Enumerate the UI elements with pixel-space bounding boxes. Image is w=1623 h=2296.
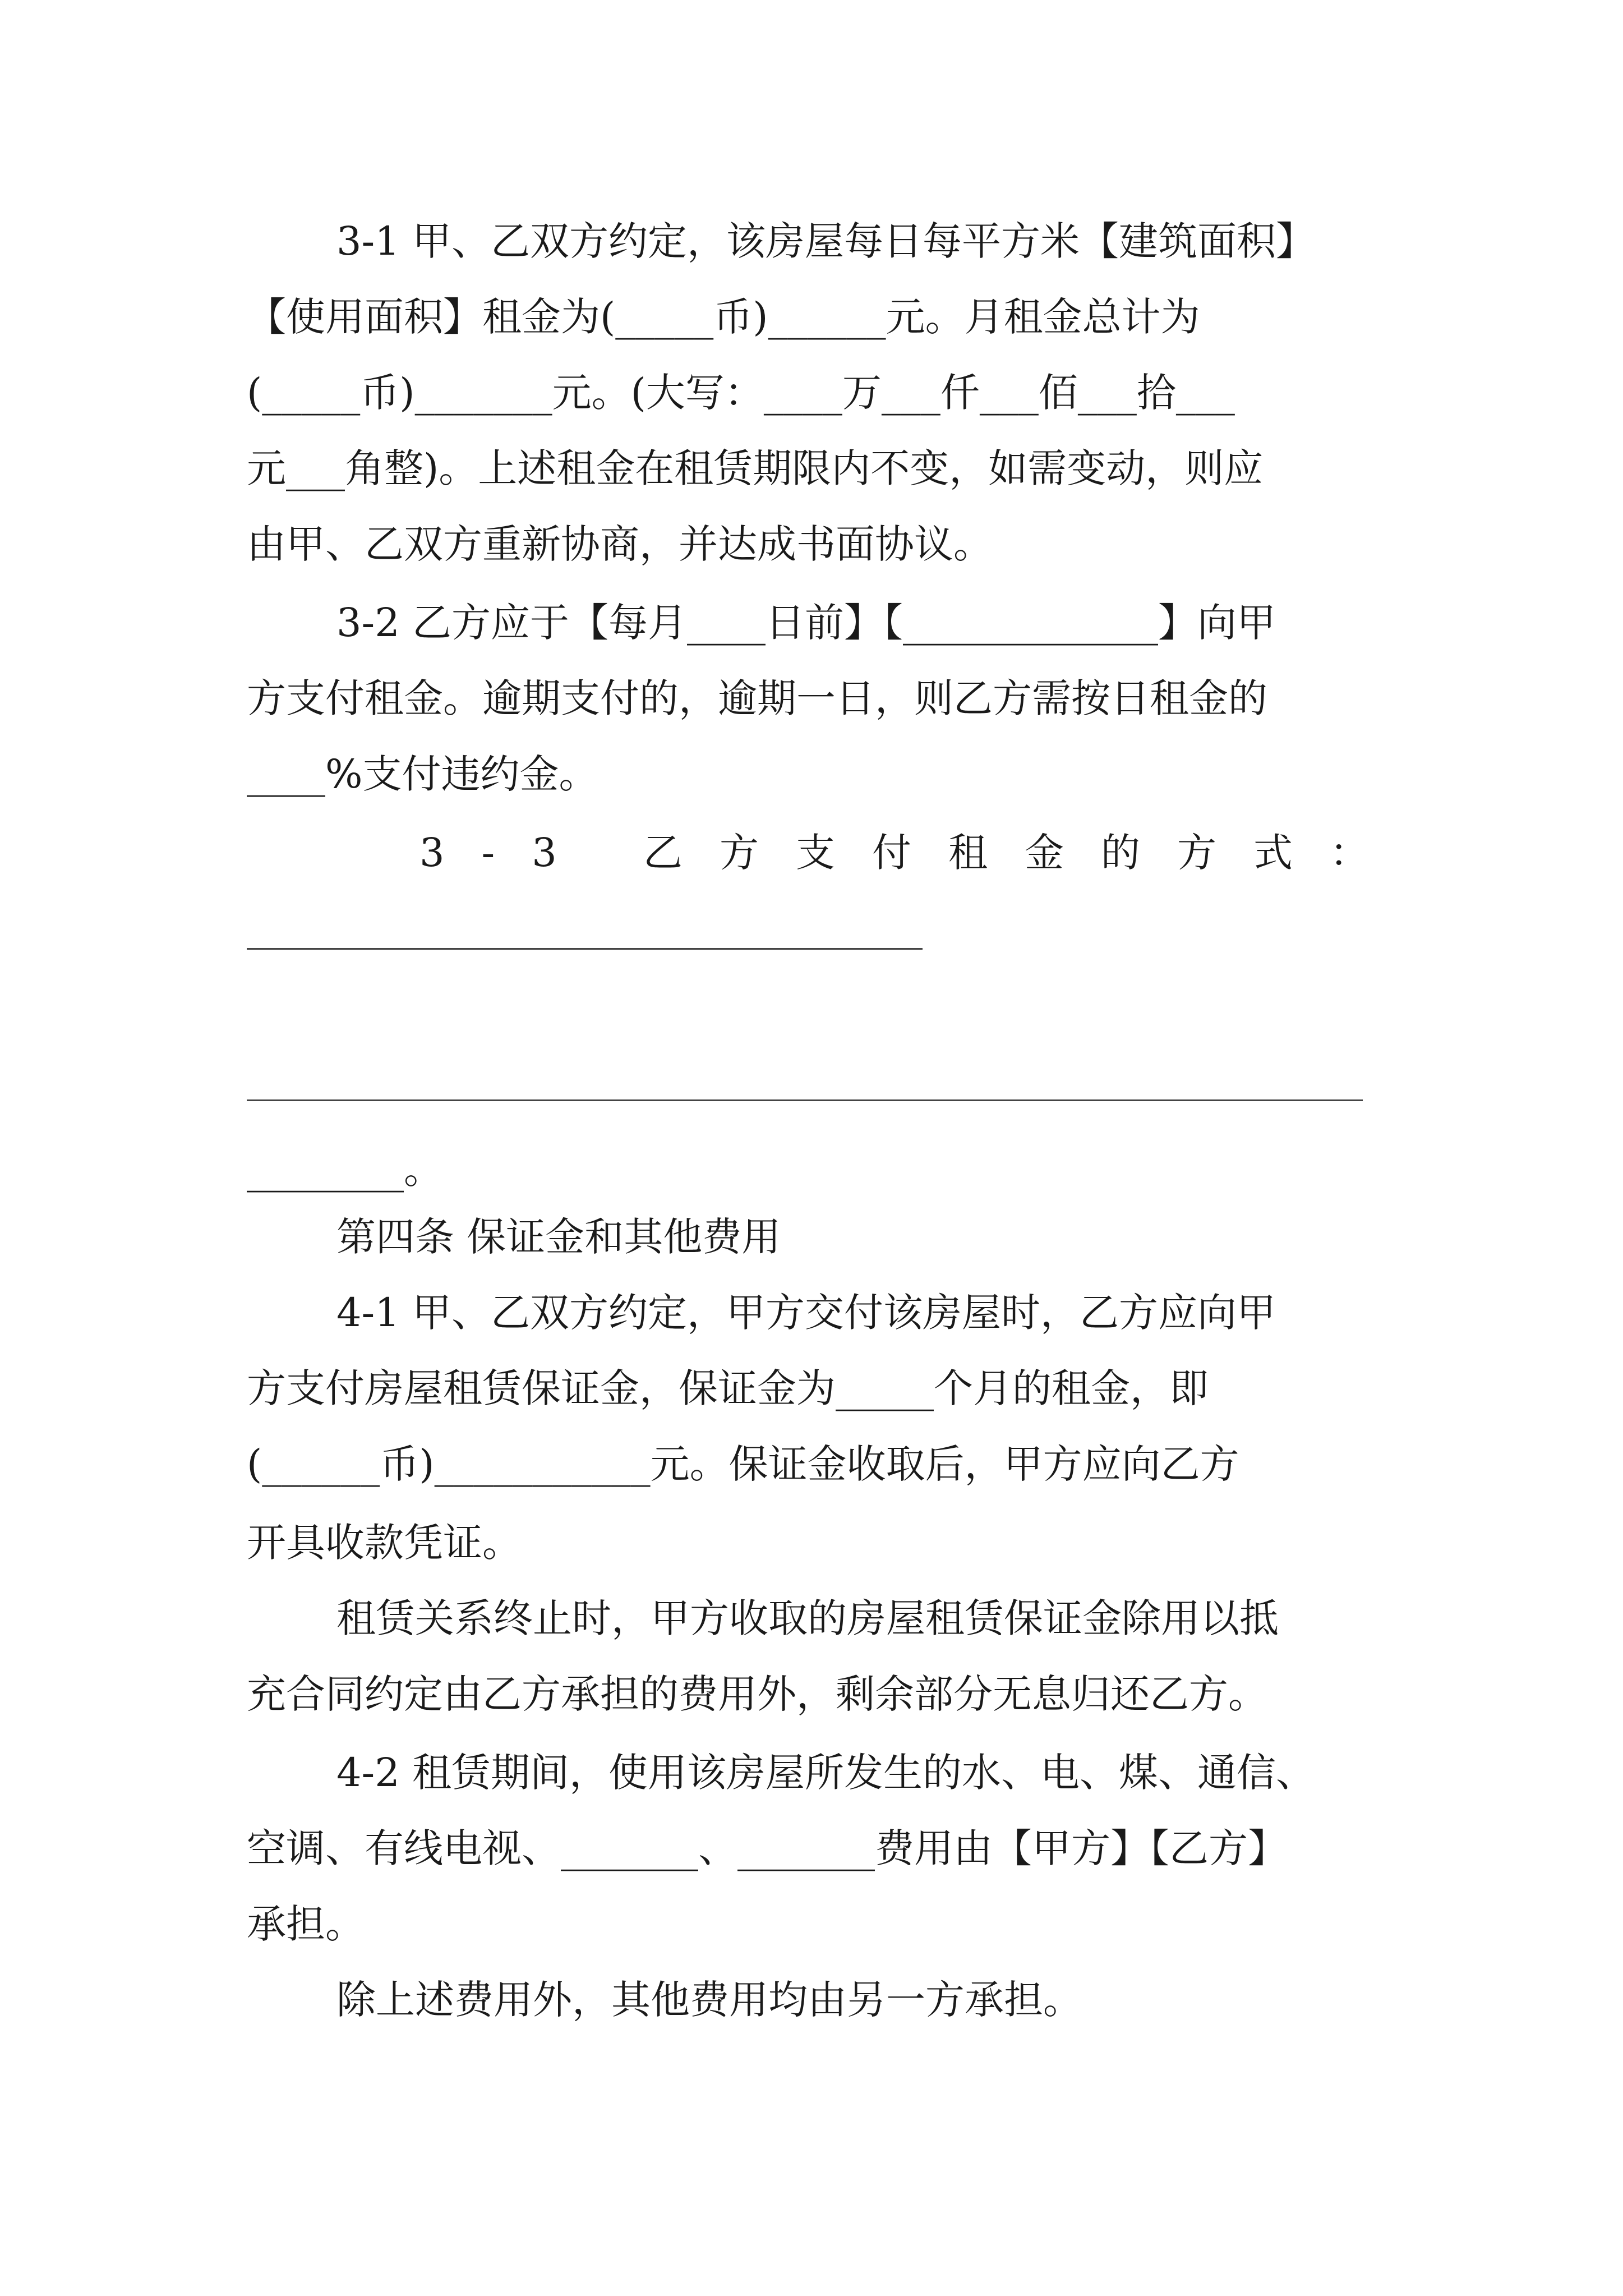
paragraph-other-fees: 除上述费用外，其他费用均由另一方承担。 bbox=[336, 1977, 1082, 2023]
paragraph-3-1-line-5: 由甲、乙双方重新协商，并达成书面协议。 bbox=[247, 521, 993, 567]
paragraph-3-1-line-1: 3-1 甲、乙双方约定，该房屋每日每平方米【建筑面积】 bbox=[336, 218, 1315, 264]
paragraph-4-1-line-1: 4-1 甲、乙双方约定，甲方交付该房屋时，乙方应向甲 bbox=[336, 1290, 1276, 1336]
paragraph-3-2-line-2: 方支付租金。逾期支付的，逾期一日，则乙方需按日租金的 bbox=[247, 675, 1267, 721]
paragraph-4-2-line-1: 4-2 租赁期间，使用该房屋所发生的水、电、煤、通信、 bbox=[336, 1750, 1315, 1796]
paragraph-4-1-line-3: (______币)___________元。保证金收取后，甲方应向乙方 bbox=[247, 1441, 1239, 1487]
paragraph-4-1-line-2: 方支付房屋租赁保证金，保证金为_____个月的租金，即 bbox=[247, 1365, 1209, 1411]
paragraph-4-1-line-4: 开具收款凭证。 bbox=[247, 1520, 522, 1566]
paragraph-3-2-line-3: ____%支付违约金。 bbox=[247, 751, 598, 797]
paragraph-deposit-line-2: 充合同约定由乙方承担的费用外，剩余部分无息归还乙方。 bbox=[247, 1671, 1267, 1717]
paragraph-3-3-line-end: ________。 bbox=[247, 1147, 443, 1193]
paragraph-3-1-line-3: (_____币)_______元。(大写：____万___仟___佰___拾___ bbox=[247, 370, 1235, 416]
paragraph-deposit-line-1: 租赁关系终止时，甲方收取的房屋租赁保证金除用以抵 bbox=[336, 1595, 1279, 1641]
paragraph-3-1-line-4: 元___角整)。上述租金在租赁期限内不变，如需变动，则应 bbox=[247, 445, 1264, 491]
paragraph-3-2-line-1: 3-2 乙方应于【每月____日前】【_____________】向甲 bbox=[336, 600, 1276, 646]
paragraph-3-1-line-2: 【使用面积】租金为(_____币)______元。月租金总计为 bbox=[247, 294, 1200, 340]
paragraph-3-3-heading: 3-3 乙方支付租金的方式： bbox=[419, 830, 1406, 876]
article-4-heading: 第四条 保证金和其他费用 bbox=[336, 1214, 781, 1260]
paragraph-4-2-line-3: 承担。 bbox=[247, 1901, 365, 1947]
blank-underline-1 bbox=[247, 948, 923, 950]
blank-underline-2 bbox=[247, 1099, 1363, 1101]
paragraph-4-2-line-2: 空调、有线电视、_______、_______费用由【甲方】【乙方】 bbox=[247, 1825, 1287, 1871]
